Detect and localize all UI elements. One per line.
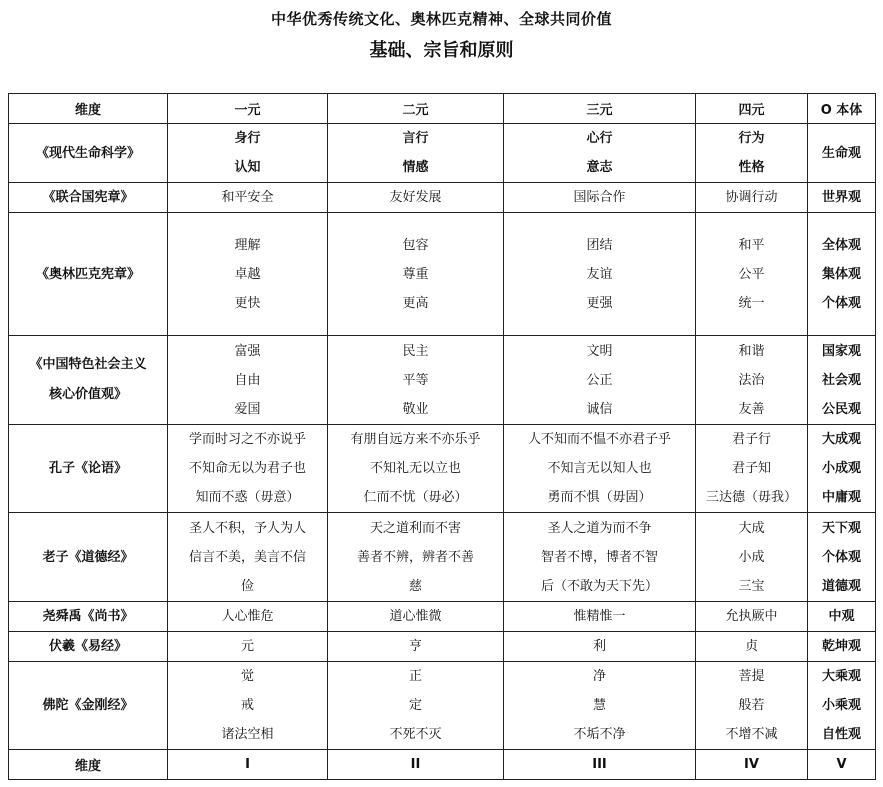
header-col-1: 一元 [168, 94, 328, 124]
page-subtitle: 基础、宗旨和原则 [369, 40, 514, 61]
view-cell-line: 道德观 [821, 578, 861, 594]
header-col-5: O 本体 [808, 94, 876, 124]
view-cell-line: 国家观 [821, 343, 861, 359]
table-cell-line: 君子知 [731, 461, 771, 476]
table-cell-line: 不知命无以为君子也 [188, 461, 306, 476]
row-label-line: 尧舜禹《尚书》 [42, 609, 134, 624]
table-cell-line: 惟精惟一 [573, 609, 626, 624]
view-cell-line: 天下观 [821, 520, 861, 536]
table-cell-line: 贞 [744, 639, 758, 654]
table-cell [696, 336, 808, 425]
table-cell [328, 632, 504, 662]
table-cell-line: 友善 [738, 401, 765, 417]
footer-dimension: 维度 [9, 750, 168, 780]
table-cell [504, 602, 696, 632]
view-cell [808, 513, 876, 602]
table-cell [504, 662, 696, 750]
table-cell-line: 有朋自远方来不亦乐乎 [350, 432, 481, 447]
table-cell [168, 513, 328, 602]
table-cell-line: 诸法空相 [221, 727, 274, 742]
table-cell-line: 文明 [586, 343, 613, 359]
table-cell-line: 利 [592, 639, 606, 654]
table-cell-line: 爱国 [234, 401, 261, 417]
table-cell-line: 人心惟危 [221, 609, 274, 624]
table-cell [328, 213, 504, 336]
header-col-4: 四元 [696, 94, 808, 124]
table-cell [696, 425, 808, 513]
table-cell-line: 不增不减 [725, 727, 778, 742]
table-cell-line: 和平 [738, 237, 765, 253]
table-cell [168, 124, 328, 183]
table-cell-line: 圣人之道为而不争 [547, 520, 652, 536]
table-cell-line: 小成 [738, 549, 765, 565]
view-cell [808, 183, 876, 213]
table-cell [696, 124, 808, 183]
table-cell [328, 662, 504, 750]
table-cell-line: 正 [408, 669, 422, 684]
row-label-line: 《奥林匹克宪章》 [35, 266, 140, 282]
table-cell [696, 513, 808, 602]
table-cell-line: 认知 [234, 160, 261, 175]
table-cell-line: 君子行 [731, 432, 771, 447]
footer-col-1: I [168, 750, 328, 780]
table-cell [504, 632, 696, 662]
table-cell-line: 净 [592, 669, 606, 684]
table-cell [504, 336, 696, 425]
table-cell [504, 124, 696, 183]
table-cell [696, 602, 808, 632]
view-cell [808, 632, 876, 662]
table-cell-line: 允执厥中 [725, 609, 778, 624]
table-cell [328, 602, 504, 632]
table-cell-line: 勇而不惧（毋固） [547, 490, 652, 505]
view-cell-line: 自性观 [821, 727, 861, 742]
table-cell [696, 632, 808, 662]
footer-col-3: III [504, 750, 696, 780]
table-cell-line: 自由 [234, 372, 261, 388]
table-cell-line: 和平安全 [221, 190, 274, 205]
table-cell-line: 三达德（毋我） [705, 490, 797, 505]
table-cell-line: 诚信 [586, 401, 613, 417]
table-cell-line: 智者不博，博者不智 [540, 549, 658, 565]
table-cell-line: 大成 [738, 520, 765, 536]
table-cell-line: 道心惟微 [389, 609, 442, 624]
table-cell-line: 性格 [738, 160, 765, 175]
table-row [9, 336, 876, 425]
table-cell-line: 行为 [738, 131, 765, 146]
table-cell [168, 213, 328, 336]
view-cell [808, 213, 876, 336]
table-cell-line: 戒 [240, 698, 254, 713]
table-cell-line: 更强 [586, 295, 613, 311]
table-cell-line: 善者不辨，辨者不善 [356, 549, 474, 565]
row-label [9, 183, 168, 213]
view-cell-line: 社会观 [821, 372, 861, 388]
row-label-line: 《中国特色社会主义 [29, 357, 147, 372]
header-col-2: 二元 [328, 94, 504, 124]
table-cell-line: 亨 [408, 639, 422, 654]
row-label-line: 伏羲《易经》 [48, 639, 127, 654]
table-cell-line: 天之道利而不害 [369, 520, 461, 536]
view-cell-line: 大乘观 [821, 669, 861, 684]
view-cell-line: 全体观 [821, 237, 861, 253]
view-cell-line: 集体观 [821, 266, 861, 282]
table-cell [168, 336, 328, 425]
row-label-line: 《联合国宪章》 [42, 190, 134, 205]
view-cell [808, 602, 876, 632]
view-cell-line: 公民观 [821, 401, 861, 417]
table-cell-line: 心行 [586, 131, 613, 146]
row-label [9, 336, 168, 425]
row-label-line: 孔子《论语》 [48, 461, 127, 476]
table-cell-line: 尊重 [402, 266, 429, 282]
header-dimension: 维度 [9, 94, 168, 124]
view-cell-line: 小成观 [821, 461, 861, 476]
table-cell-line: 协调行动 [725, 190, 778, 205]
table-cell [328, 336, 504, 425]
footer-col-4: IV [696, 750, 808, 780]
view-cell-line: 小乘观 [821, 698, 861, 713]
table-cell-line: 不知礼无以立也 [369, 461, 461, 476]
table-cell-line: 定 [408, 698, 422, 713]
table-cell-line: 公正 [586, 372, 613, 388]
page-title: 中华优秀传统文化、奥林匹克精神、全球共同价值 [270, 10, 612, 28]
table-cell-line: 三宝 [738, 578, 765, 594]
table-cell-line: 元 [240, 639, 254, 654]
table-cell-line: 觉 [240, 669, 254, 684]
table-cell [504, 213, 696, 336]
view-cell-line: 中庸观 [821, 490, 861, 505]
table-cell [696, 662, 808, 750]
table-cell-line: 统一 [738, 295, 765, 311]
row-label [9, 662, 168, 750]
table-cell [328, 124, 504, 183]
table-cell [168, 632, 328, 662]
footer-col-2: II [328, 750, 504, 780]
row-label [9, 213, 168, 336]
footer-col-5: V [808, 750, 876, 780]
table-row [9, 602, 876, 632]
table-cell-line: 言行 [402, 131, 429, 146]
footer-row [9, 750, 876, 780]
view-cell [808, 336, 876, 425]
header-col-3: 三元 [504, 94, 696, 124]
table-row [9, 213, 876, 336]
view-cell-line: 个体观 [821, 549, 861, 565]
table-cell-line: 信言不美，美言不信 [188, 549, 306, 565]
table-cell-line: 慈 [408, 578, 422, 594]
row-label-line: 《现代生命科学》 [35, 145, 140, 161]
view-cell [808, 425, 876, 513]
table-cell-line: 不垢不净 [573, 727, 626, 742]
table-row [9, 662, 876, 750]
table-cell-line: 富强 [234, 343, 261, 359]
table-cell-line: 法治 [738, 372, 765, 388]
row-label [9, 602, 168, 632]
table-cell-line: 后（不敢为天下先） [540, 578, 658, 594]
table-cell-line: 俭 [240, 578, 254, 594]
table-cell [504, 513, 696, 602]
row-label [9, 124, 168, 183]
row-label-line: 老子《道德经》 [42, 549, 134, 565]
view-cell-line: 大成观 [821, 432, 861, 447]
view-cell-line: 生命观 [821, 145, 861, 161]
table-cell-line: 国际合作 [573, 190, 626, 205]
table-cell-line: 菩提 [738, 669, 765, 684]
table-cell-line: 友好发展 [389, 190, 442, 205]
table-cell [168, 425, 328, 513]
table-cell-line: 平等 [402, 372, 429, 388]
values-table [8, 93, 876, 780]
table-cell [696, 213, 808, 336]
table-cell-line: 理解 [234, 237, 261, 253]
header-row [9, 94, 876, 124]
row-label [9, 513, 168, 602]
table-cell-line: 学而时习之不亦说乎 [188, 432, 306, 447]
view-cell-line: 个体观 [821, 295, 861, 311]
table-cell-line: 意志 [586, 160, 613, 175]
row-label-line: 核心价值观》 [48, 387, 127, 402]
table-row [9, 513, 876, 602]
table-row [9, 425, 876, 513]
table-cell-line: 民主 [402, 343, 429, 359]
view-cell [808, 662, 876, 750]
table-cell [328, 513, 504, 602]
table-row [9, 632, 876, 662]
table-cell [504, 425, 696, 513]
table-cell [328, 425, 504, 513]
table-cell-line: 人不知而不愠不亦君子乎 [527, 432, 671, 447]
table-cell-line: 般若 [738, 698, 765, 713]
table-cell-line: 仁而不忧（毋必） [363, 490, 468, 505]
row-label-line: 佛陀《金刚经》 [42, 698, 134, 713]
table-cell-line: 知而不惑（毋意） [195, 490, 300, 505]
table-cell-line: 公平 [738, 266, 765, 282]
view-cell [808, 124, 876, 183]
table-cell-line: 卓越 [234, 266, 261, 282]
row-label [9, 632, 168, 662]
table-cell-line: 友谊 [586, 266, 613, 282]
table-cell-line: 敬业 [402, 401, 429, 417]
table-cell-line: 慧 [592, 698, 606, 713]
table-cell [168, 183, 328, 213]
view-cell-line: 中观 [828, 609, 855, 624]
row-label [9, 425, 168, 513]
view-cell-line: 乾坤观 [821, 639, 861, 654]
table-cell-line: 团结 [586, 237, 613, 253]
view-cell-line: 世界观 [821, 190, 861, 205]
table-cell-line: 更快 [234, 295, 261, 311]
table-cell [168, 602, 328, 632]
table-row [9, 183, 876, 213]
table-cell-line: 身行 [234, 131, 261, 146]
table-row [9, 124, 876, 183]
table-cell-line: 更高 [402, 295, 429, 311]
table-cell [504, 183, 696, 213]
table-cell-line: 情感 [402, 160, 429, 175]
table-cell-line: 和谐 [738, 343, 765, 359]
table-cell-line: 不死不灭 [389, 727, 442, 742]
table-cell [328, 183, 504, 213]
table-cell-line: 包容 [402, 237, 429, 253]
table-cell-line: 不知言无以知人也 [547, 461, 652, 476]
table-cell-line: 圣人不积，予人为人 [188, 520, 306, 536]
table-cell [168, 662, 328, 750]
table-cell [696, 183, 808, 213]
